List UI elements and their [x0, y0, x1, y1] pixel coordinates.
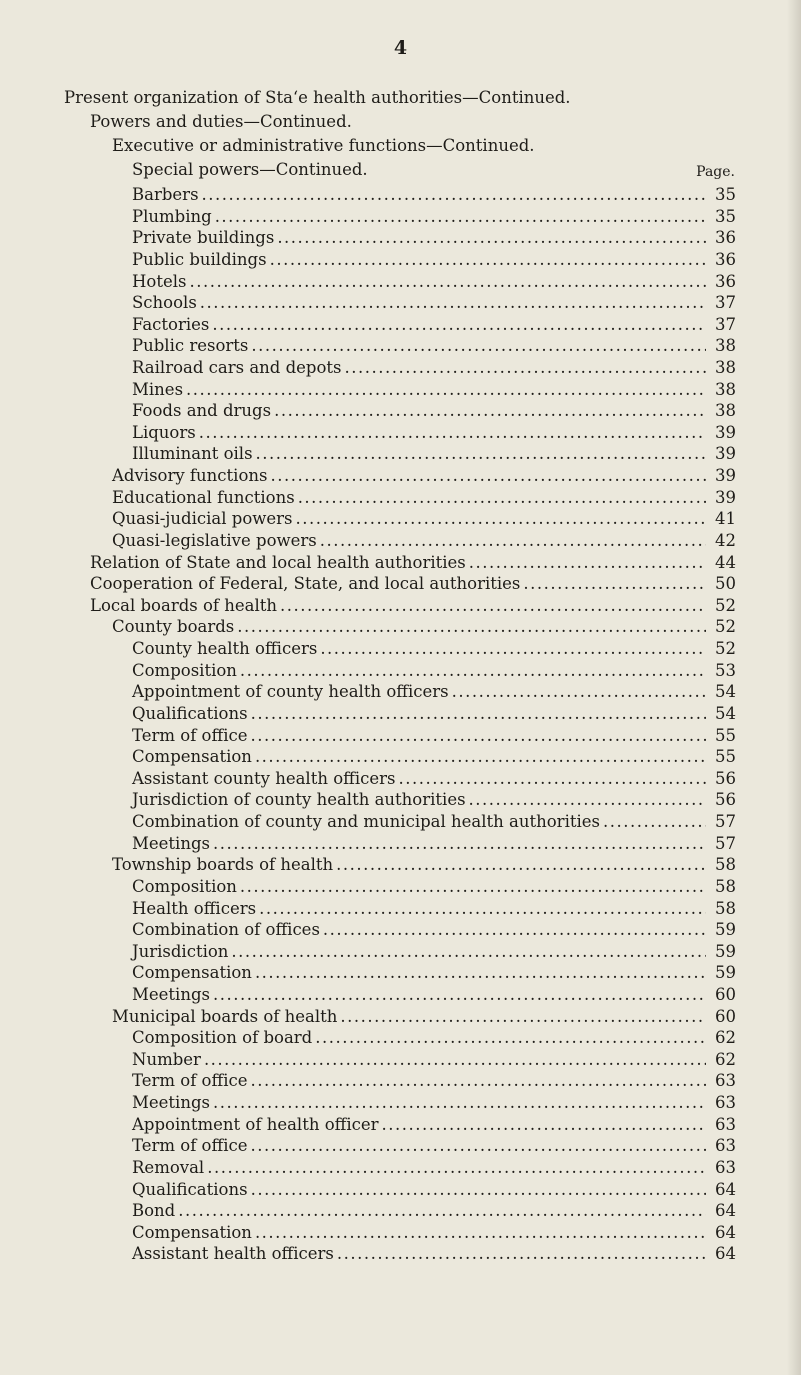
toc-entry: [132, 984, 736, 1006]
toc-entry: [132, 811, 736, 833]
toc-entry-label: Compensation: [132, 963, 252, 983]
toc-entry-label: Meetings: [132, 1093, 210, 1112]
toc-entry-page: 63: [715, 1136, 736, 1156]
toc-entry: [132, 681, 736, 703]
toc-entry: [112, 854, 736, 876]
dot-leader: [323, 919, 706, 941]
toc-entry: [132, 314, 736, 336]
heading-level-1: Present organization of Staʻe health authorities—Continued.: [64, 88, 571, 107]
toc-entry-page: 63: [715, 1114, 736, 1134]
toc-entry-label: Mines: [132, 379, 184, 399]
toc-entry-label: Hotels: [132, 271, 187, 291]
dot-leader: [296, 508, 706, 530]
toc-entry: [112, 508, 736, 530]
toc-entry-page: 59: [715, 941, 736, 961]
toc-entry-label: Appointment of health officer: [132, 1114, 379, 1134]
toc-entry: [132, 206, 736, 228]
dot-leader: [469, 789, 706, 811]
toc-entry-label: Health officers: [132, 898, 257, 918]
toc-entry-label: Liquors: [132, 422, 196, 442]
dot-leader: [240, 876, 706, 898]
toc-entry-label: Number: [132, 1049, 201, 1069]
toc-entry-label: Local boards of health: [90, 595, 278, 615]
toc-entry-label: Educational functions: [112, 487, 295, 507]
toc-entry-label: Compensation: [132, 1222, 252, 1242]
toc-entry: [132, 184, 736, 206]
toc-entry-page: 35: [715, 206, 736, 226]
dot-leader: [237, 616, 706, 638]
toc-entry-page: 39: [715, 422, 736, 442]
toc-entry: [132, 335, 736, 357]
toc-entry-label: Term of office: [132, 725, 248, 745]
toc-entry-label: Plumbing: [132, 206, 212, 226]
dot-leader: [251, 335, 706, 357]
toc-entry: [132, 1243, 736, 1265]
toc-entry-page: 63: [715, 1093, 736, 1112]
toc-entry: [132, 919, 736, 941]
toc-entry-page: 39: [715, 466, 736, 486]
toc-entry: [132, 1092, 736, 1114]
toc-entry: [132, 1049, 736, 1071]
dot-leader: [399, 768, 707, 790]
toc-entry-page: 56: [715, 790, 736, 810]
toc-entry-page: 63: [715, 1071, 736, 1091]
dot-leader: [213, 1092, 706, 1114]
heading-level-3: Executive or administrative functions—Continued.: [112, 136, 535, 155]
dot-leader: [204, 1049, 706, 1071]
toc-entry-label: Advisory functions: [112, 466, 268, 486]
toc-entry-page: 38: [715, 401, 736, 421]
toc-entry: [132, 941, 736, 963]
toc-entry: [90, 573, 736, 595]
dot-leader: [452, 681, 706, 703]
toc-entry: [132, 379, 736, 401]
dot-leader: [231, 941, 706, 963]
toc-entry-label: Private buildings: [132, 228, 275, 248]
toc-entry-page: 64: [715, 1222, 736, 1242]
toc-entry-page: 63: [715, 1157, 736, 1177]
toc-entry: [132, 1027, 736, 1049]
toc-entry-page: 41: [715, 509, 736, 529]
dot-leader: [251, 703, 706, 725]
toc-entry-page: 52: [715, 639, 736, 658]
toc-entry: [90, 595, 736, 617]
toc-entry: [132, 962, 736, 984]
toc-entry-page: 42: [715, 530, 736, 550]
toc-entry-page: 60: [715, 984, 736, 1004]
dot-leader: [270, 465, 706, 487]
dot-leader: [199, 422, 706, 444]
toc-entry-label: Assistant county health officers: [132, 768, 396, 788]
toc-entry-page: 53: [715, 660, 736, 680]
toc-entry: [132, 703, 736, 725]
dot-leader: [251, 1070, 707, 1092]
toc-entry-label: Combination of county and municipal health authorities: [132, 812, 600, 831]
toc-entry: [132, 1114, 736, 1136]
toc-entry-page: 36: [715, 249, 736, 269]
toc-entry-label: Composition of board: [132, 1028, 313, 1048]
toc-entry: [132, 898, 736, 920]
toc-entry: [90, 552, 736, 574]
dot-leader: [256, 443, 706, 465]
heading-level-4: Special powers—Continued.: [132, 160, 368, 179]
dot-leader: [178, 1200, 706, 1222]
toc-entry-page: 39: [715, 487, 736, 507]
toc-entry-label: Composition: [132, 660, 237, 680]
toc-entry-page: 52: [715, 617, 736, 637]
dot-leader: [255, 1222, 706, 1244]
toc-entry-label: Meetings: [132, 833, 210, 853]
toc-entry-label: Quasi-judicial powers: [112, 509, 293, 529]
dot-leader: [315, 1027, 706, 1049]
toc-entry-label: Compensation: [132, 747, 252, 767]
toc-entry-label: County boards: [112, 617, 235, 637]
dot-leader: [240, 660, 706, 682]
toc-entry-page: 37: [715, 314, 736, 334]
dot-leader: [213, 833, 706, 855]
toc-entry-page: 55: [715, 747, 736, 767]
toc-entry-page: 36: [715, 228, 736, 248]
dot-leader: [251, 1179, 706, 1201]
dot-leader: [280, 595, 706, 617]
dot-leader: [186, 379, 706, 401]
toc-entry-page: 39: [715, 444, 736, 464]
toc-entry: [132, 638, 736, 660]
toc-entry-page: 64: [715, 1201, 736, 1221]
toc-entry-page: 44: [715, 552, 736, 572]
toc-entry-label: Cooperation of Federal, State, and local authorities: [90, 574, 521, 594]
dot-leader: [251, 1135, 707, 1157]
toc-entry: [132, 725, 736, 747]
toc-entry: [132, 660, 736, 682]
toc-entry-label: Appointment of county health officers: [132, 682, 449, 702]
toc-entry-page: 37: [715, 293, 736, 313]
dot-leader: [207, 1157, 706, 1179]
toc-entry-page: 57: [715, 833, 736, 853]
dot-leader: [340, 1006, 706, 1028]
dot-leader: [274, 400, 706, 422]
toc-entry-page: 38: [715, 358, 736, 377]
toc-entry: [132, 292, 736, 314]
toc-entry: [132, 227, 736, 249]
toc-entry-page: 38: [715, 379, 736, 399]
toc-entry-label: Qualifications: [132, 703, 248, 723]
toc-entry-label: Bond: [132, 1201, 176, 1221]
toc-entry-label: Meetings: [132, 984, 210, 1004]
page-edge-shadow: [787, 0, 801, 1375]
toc-entry: [132, 876, 736, 898]
dot-leader: [251, 725, 707, 747]
toc-entry-label: Term of office: [132, 1071, 248, 1091]
toc-entry: [132, 768, 736, 790]
dot-leader: [215, 206, 706, 228]
toc-entry-label: Illuminant oils: [132, 444, 253, 464]
toc-entry-page: 57: [715, 812, 736, 831]
toc-entry: [132, 1070, 736, 1092]
toc-entry: [132, 422, 736, 444]
toc-entry-label: Municipal boards of health: [112, 1006, 338, 1026]
toc-entry-page: 56: [715, 768, 736, 788]
dot-leader: [345, 357, 706, 379]
toc-entry-page: 58: [715, 855, 736, 875]
toc-entry: [112, 465, 736, 487]
dot-leader: [255, 962, 706, 984]
toc-entry: [132, 1222, 736, 1244]
toc-entry-page: 52: [715, 595, 736, 615]
toc-entry-page: 36: [715, 271, 736, 291]
toc-entry-page: 59: [715, 963, 736, 983]
toc-entry-page: 54: [715, 682, 736, 702]
dot-leader: [523, 573, 706, 595]
toc-entry-page: 62: [715, 1028, 736, 1048]
toc-entry-label: Term of office: [132, 1136, 248, 1156]
heading-level-2: Powers and duties—Continued.: [90, 112, 352, 131]
toc-entry-label: Railroad cars and depots: [132, 358, 342, 377]
toc-entry-label: Relation of State and local health authorities: [90, 552, 466, 572]
dot-leader: [382, 1114, 706, 1136]
toc-entry-page: 50: [715, 574, 736, 594]
toc-entry-label: Assistant health officers: [132, 1244, 334, 1264]
toc-entry: [132, 357, 736, 379]
toc-entry-label: Public buildings: [132, 249, 267, 269]
dot-leader: [277, 227, 706, 249]
toc-entry: [132, 1157, 736, 1179]
toc-entry-page: 35: [715, 185, 736, 204]
toc-entry-page: 54: [715, 703, 736, 723]
toc-entry: [112, 1006, 736, 1028]
toc-entry: [112, 530, 736, 552]
toc-entry: [132, 789, 736, 811]
toc-entry-label: Jurisdiction of county health authorities: [132, 790, 466, 810]
toc-entry-label: Barbers: [132, 185, 199, 204]
toc-entry-page: 55: [715, 725, 736, 745]
toc-entry: [132, 400, 736, 422]
dot-leader: [202, 184, 706, 206]
toc-entry-page: 58: [715, 876, 736, 896]
toc-entry-label: Quasi-legislative powers: [112, 530, 317, 550]
page-number: 4: [393, 37, 408, 59]
toc-entry-page: 58: [715, 898, 736, 918]
toc-entry-label: County health officers: [132, 639, 318, 658]
toc-entry-label: Township boards of health: [112, 855, 334, 875]
dot-leader: [469, 552, 706, 574]
dot-leader: [212, 314, 706, 336]
dot-leader: [200, 292, 706, 314]
dot-leader: [259, 898, 706, 920]
toc-entry: [112, 616, 736, 638]
toc-entry-page: 38: [715, 336, 736, 356]
toc-entry: [132, 271, 736, 293]
toc-entry-label: Combination of offices: [132, 920, 320, 940]
toc-entry: [132, 443, 736, 465]
dot-leader: [320, 530, 706, 552]
toc-entry-page: 64: [715, 1179, 736, 1199]
toc-entry-label: Public resorts: [132, 336, 249, 356]
dot-leader: [189, 271, 706, 293]
toc-entry: [132, 1179, 736, 1201]
toc-entry-label: Factories: [132, 314, 210, 334]
toc-entry-label: Removal: [132, 1157, 205, 1177]
toc-entry: [132, 249, 736, 271]
toc-entry-page: 59: [715, 920, 736, 940]
toc-entry-label: Jurisdiction: [132, 941, 229, 961]
dot-leader: [337, 1243, 706, 1265]
dot-leader: [320, 638, 706, 660]
toc-entry-page: 60: [715, 1006, 736, 1026]
toc-entry: [132, 1135, 736, 1157]
toc-entry: [132, 833, 736, 855]
toc-entry-page: 62: [715, 1049, 736, 1069]
dot-leader: [255, 746, 706, 768]
toc-entry: [112, 487, 736, 509]
dot-leader: [298, 487, 706, 509]
dot-leader: [603, 811, 706, 833]
dot-leader: [336, 854, 706, 876]
dot-leader: [213, 984, 706, 1006]
toc-entry-label: Qualifications: [132, 1179, 248, 1199]
toc-entry-page: 64: [715, 1244, 736, 1264]
page-column-label: Page.: [696, 164, 735, 180]
toc-entry-label: Foods and drugs: [132, 401, 272, 421]
toc-entry: [132, 1200, 736, 1222]
dot-leader: [270, 249, 706, 271]
toc-entry-label: Composition: [132, 876, 237, 896]
toc-entry-label: Schools: [132, 293, 197, 313]
toc-entry: [132, 746, 736, 768]
